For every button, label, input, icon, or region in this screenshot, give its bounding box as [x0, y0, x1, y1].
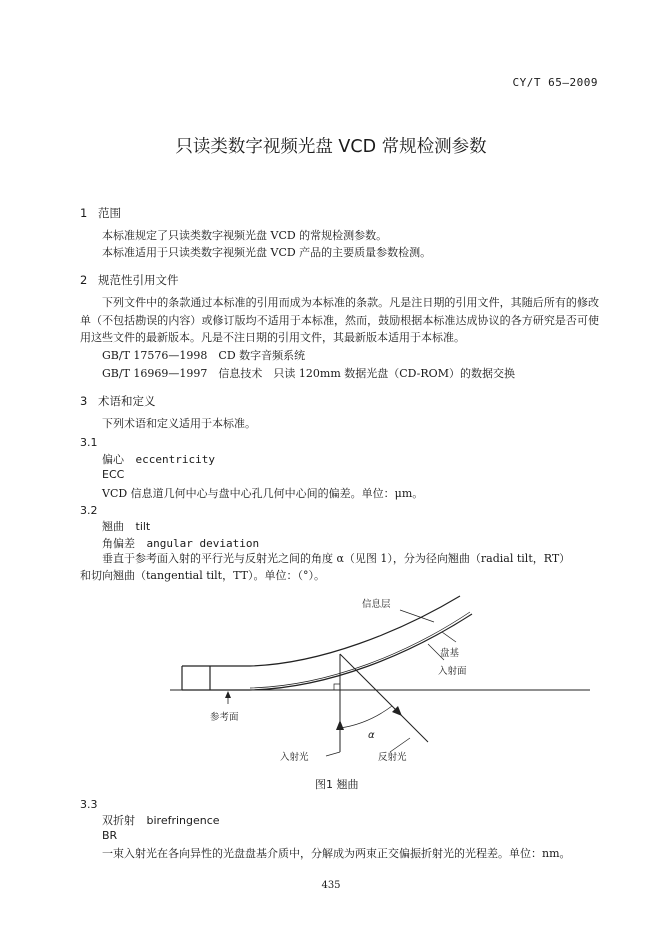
- normative-reference-2: GB/T 16969—1997 信息技术 只读 120mm 数据光盘（CD-ROM）的数据交换: [102, 367, 515, 380]
- label-alpha: α: [368, 730, 375, 741]
- label-incident-surface: 入射面: [438, 666, 467, 677]
- term-3-3-definition: 一束入射光在各向异性的光盘盘基介质中，分解成为两束正交偏振折射光的光程差。单位：nm。: [102, 847, 571, 860]
- label-incident-light: 入射光: [280, 752, 309, 763]
- section-number: 1: [80, 206, 88, 220]
- section-1-para-2: 本标准适用于只读类数字视频光盘 VCD 产品的主要质量参数检测。: [102, 246, 432, 259]
- disc-top-surface: [182, 596, 460, 666]
- disc-bottom-surface: [182, 614, 472, 690]
- term-3-3-number: 3.3: [80, 798, 98, 811]
- section-number: 2: [80, 273, 88, 287]
- term-3-3-name: [102, 812, 220, 828]
- reference-arrow: [225, 691, 231, 698]
- section-2-heading: [80, 272, 179, 288]
- label-substrate: 盘基: [440, 648, 460, 659]
- tilt-figure: [170, 592, 590, 772]
- term-en: angular deviation: [146, 537, 260, 550]
- term-3-1-definition: VCD 信息道几何中心与盘中心孔几何中心间的偏差。单位：μm。: [102, 487, 424, 500]
- term-en: tilt: [135, 520, 151, 533]
- term-en: eccentricity: [135, 453, 215, 466]
- section-title: 术语和定义: [98, 394, 156, 408]
- reflected-light-line: [340, 654, 428, 742]
- term-3-2-definition-line-1: 垂直于参考面入射的平行光与反射光之间的角度 α（见图 1），分为径向翘曲（radial tilt，RT）: [102, 552, 571, 565]
- term-3-3-abbr: BR: [102, 829, 118, 842]
- term-3-2-alt-name: [102, 535, 259, 551]
- term-en: birefringence: [146, 814, 220, 827]
- section-2-para-1: 下列文件中的条款通过本标准的引用而成为本标准的条款。凡是注日期的引用文件，其随后所有的修改单（不包括勘误的内容）或修订版均不适用于本标准，然而，鼓励根据本标准达成协议的各方研究是否可使用这些文件的最新版本。凡是不注日期的引用文件，其最新版本适用于本标准。: [80, 296, 599, 344]
- term-cn: 翘曲: [102, 520, 124, 533]
- term-3-2-number: 3.2: [80, 504, 98, 517]
- page-number: 435: [321, 880, 341, 891]
- term-3-1-abbr: ECC: [102, 468, 125, 481]
- section-1-para-1: 本标准规定了只读类数字视频光盘 VCD 的常规检测参数。: [102, 229, 388, 242]
- figure-caption: 图1 翘曲: [315, 778, 359, 791]
- section-1-heading: [80, 205, 121, 221]
- label-reflected-light: 反射光: [378, 752, 407, 763]
- term-cn: 偏心: [102, 453, 124, 466]
- document-title: 只读类数字视频光盘 VCD 常规检测参数: [175, 137, 487, 157]
- label-info-layer: 信息层: [362, 599, 391, 610]
- term-3-1-name: [102, 451, 215, 467]
- term-cn: 角偏差: [102, 537, 135, 550]
- term-3-2-name: [102, 518, 150, 534]
- normative-reference-1: GB/T 17576—1998 CD 数字音频系统: [102, 349, 306, 362]
- label-reference-surface: 参考面: [210, 712, 239, 723]
- info-layer-line: [250, 612, 470, 688]
- section-number: 3: [80, 394, 88, 408]
- alpha-arc: [340, 706, 392, 728]
- section-3-intro: 下列术语和定义适用于本标准。: [102, 417, 256, 430]
- standard-code: CY/T 65—2009: [512, 76, 598, 89]
- section-3-heading: [80, 393, 156, 409]
- term-cn: 双折射: [102, 814, 135, 827]
- incident-arrow-head: [336, 720, 344, 730]
- term-3-2-definition-line-2: 和切向翘曲（tangential tilt，TT）。单位：（°）。: [80, 569, 325, 582]
- term-3-1-number: 3.1: [80, 436, 98, 449]
- section-title: 范围: [98, 206, 121, 220]
- section-title: 规范性引用文件: [98, 273, 179, 287]
